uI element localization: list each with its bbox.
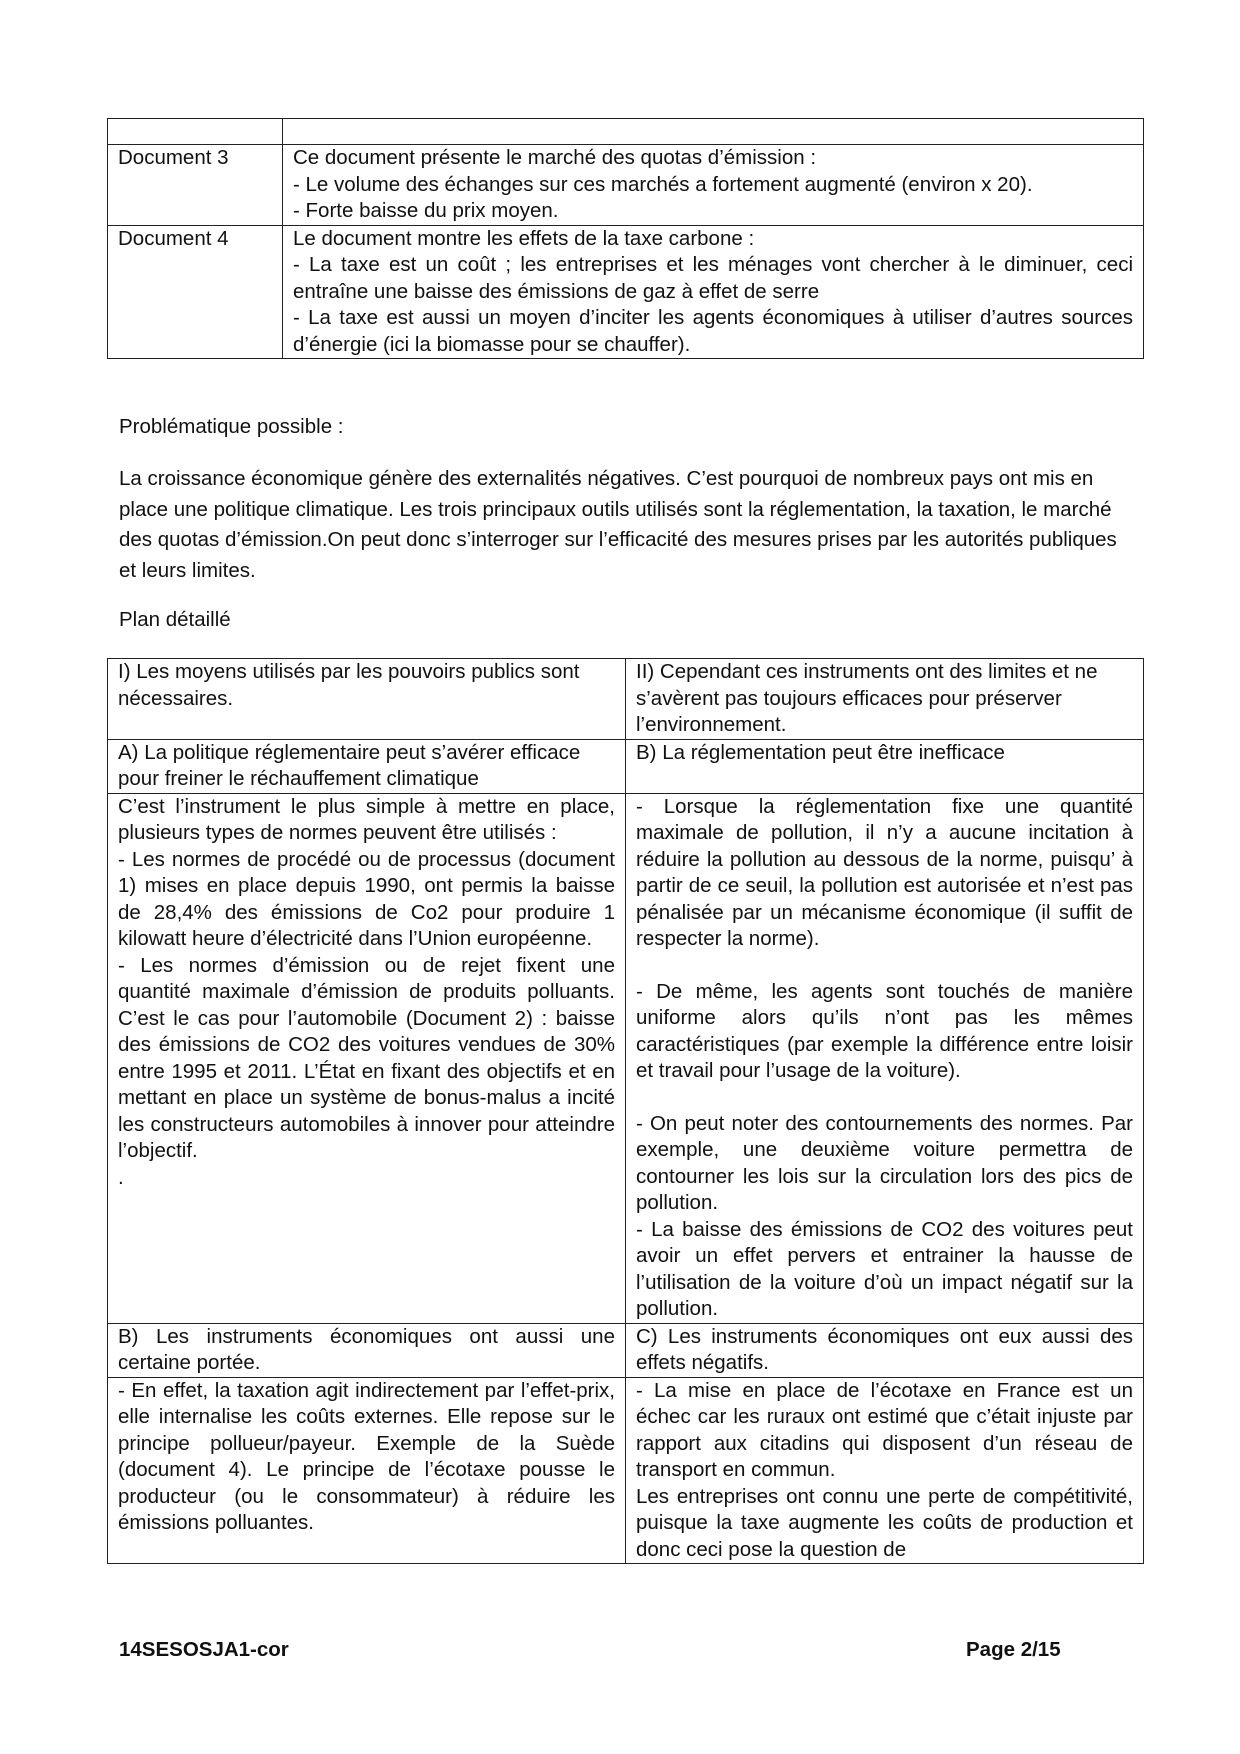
plan-paragraph: .	[118, 1165, 124, 1189]
document-label: Document 4	[108, 225, 283, 359]
plan-paragraph: - Les normes d’émission ou de rejet fixent une quantité maximale d’émission de produits polluants. C’est le cas pour l’automobile (Document 2) : baisse des émissions de CO2 des voitures vendues de 30% entre 1995 et 2011. L’État en fixant des objectifs et en mettant en place un système de bonus-malus a incité les constructeurs automobiles à innover pour atteindre l’objectif.	[118, 953, 615, 1162]
table-row-subparts-b	[108, 1323, 1144, 1377]
footer-document-code: 14SESOSJA1-cor	[119, 1638, 289, 1661]
plan-paragraph: - On peut noter des contournements des normes. Par exemple, une deuxième voiture permettra de contourner les lois sur la circulation lors des pics de pollution.	[636, 1111, 1133, 1214]
paragraph-gap	[636, 1085, 1133, 1111]
plan-subpart-heading: B) Les instruments économiques ont aussi une certaine portée.	[108, 1323, 626, 1377]
plan-paragraph: - En effet, la taxation agit indirectement par l’effet-prix, elle internalise les coûts externes. Elle repose sur le principe pollueur/payeur. Exemple de la Suède (document 4). Le principe de l’écotaxe pousse le producteur (ou le consommateur) à réduire les émissions polluantes.	[118, 1378, 615, 1534]
plan-part-one: I) Les moyens utilisés par les pouvoirs publics sont nécessaires.	[108, 659, 626, 740]
plan-subpart-heading: C) Les instruments économiques ont eux aussi des effets négatifs.	[626, 1323, 1144, 1377]
description-line: - La taxe est un coût ; les entreprises et les ménages vont chercher à le diminuer, ceci entraîne une baisse des émissions de gaz à effet de serre	[293, 253, 1133, 303]
description-line: - Le volume des échanges sur ces marchés a fortement augmenté (environ x 20).	[293, 172, 1033, 196]
plan-content-cell	[626, 1377, 1144, 1564]
documents-summary-table	[107, 118, 1144, 359]
plan-paragraph: - Lorsque la réglementation fixe une quantité maximale de pollution, il n’y a aucune incitation à réduire la pollution au dessous de la norme, puisqu’ à partir de ce seuil, la pollution est autorisée et n’est pas pénalisée par un mécanisme économique (il suffit de respecter la norme).	[636, 794, 1133, 950]
table-row-content-b	[108, 1377, 1144, 1564]
table-row-empty	[108, 119, 1144, 145]
footer-page-number: Page 2/15	[966, 1638, 1061, 1661]
plan-paragraph: C’est l’instrument le plus simple à mettre en place, plusieurs types de normes peuvent être utilisés :	[118, 794, 615, 844]
plan-paragraph: Les entreprises ont connu une perte de compétitivité, puisque la taxe augmente les coûts de production et donc ceci pose la question de	[636, 1484, 1133, 1561]
plan-subpart-heading: A) La politique réglementaire peut s’avérer efficace pour freiner le réchauffement climatique	[108, 739, 626, 793]
document-description	[283, 145, 1144, 226]
description-line: - Forte baisse du prix moyen.	[293, 199, 559, 222]
plan-paragraph: - La mise en place de l’écotaxe en France est un échec car les ruraux ont estimé que c’était injuste par rapport aux citadins qui disposent d’un réseau de transport en commun.	[636, 1378, 1133, 1481]
table-row-content-a	[108, 793, 1144, 1323]
detailed-plan-table	[107, 658, 1144, 1564]
problematique-text: La croissance économique génère des externalités négatives. C’est pourquoi de nombreux pays ont mis en place une politique climatique. Les trois principaux outils utilisés sont la réglementation, la taxation, le marché des quotas d’émission.On peut donc s’interroger sur l’efficacité des mesures prises par les autorités publiques et leurs limites.	[119, 467, 1117, 582]
description-line: - La taxe est aussi un moyen d’inciter les agents économiques à utiliser d’autres sources d’énergie (ici la biomasse pour se chauffer).	[293, 306, 1133, 356]
document-label: Document 3	[108, 145, 283, 226]
problematique-heading: Problématique possible :	[119, 415, 344, 438]
table-row-parts	[108, 659, 1144, 740]
plan-part-two: II) Cependant ces instruments ont des limites et ne s’avèrent pas toujours efficaces pour préserver l’environnement.	[626, 659, 1144, 740]
plan-content-cell	[108, 793, 626, 1323]
plan-heading: Plan détaillé	[119, 608, 231, 631]
plan-paragraph: - La baisse des émissions de CO2 des voitures peut avoir un effet pervers et entrainer la hausse de l’utilisation de la voiture d’où un impact négatif sur la pollution.	[636, 1217, 1133, 1320]
paragraph-gap	[636, 953, 1133, 979]
document-description	[283, 225, 1144, 359]
description-line: Le document montre les effets de la taxe carbone :	[293, 226, 755, 250]
plan-paragraph: - De même, les agents sont touchés de manière uniforme alors qu’ils n’ont pas les mêmes caractéristiques (par exemple la différence entre loisir et travail pour l’usage de la voiture).	[636, 979, 1133, 1082]
table-row-subparts-a	[108, 739, 1144, 793]
plan-subpart-heading: B) La réglementation peut être inefficace	[626, 739, 1144, 793]
table-row-document-3	[108, 145, 1144, 226]
plan-content-cell	[108, 1377, 626, 1564]
description-line: Ce document présente le marché des quotas d’émission :	[293, 146, 817, 169]
plan-content-cell	[626, 793, 1144, 1323]
plan-paragraph: - Les normes de procédé ou de processus (document 1) mises en place depuis 1990, ont permis la baisse de 28,4% des émissions de Co2 pour produire 1 kilowatt heure d’électricité dans l’Union européenne.	[118, 847, 615, 950]
table-row-document-4	[108, 225, 1144, 359]
